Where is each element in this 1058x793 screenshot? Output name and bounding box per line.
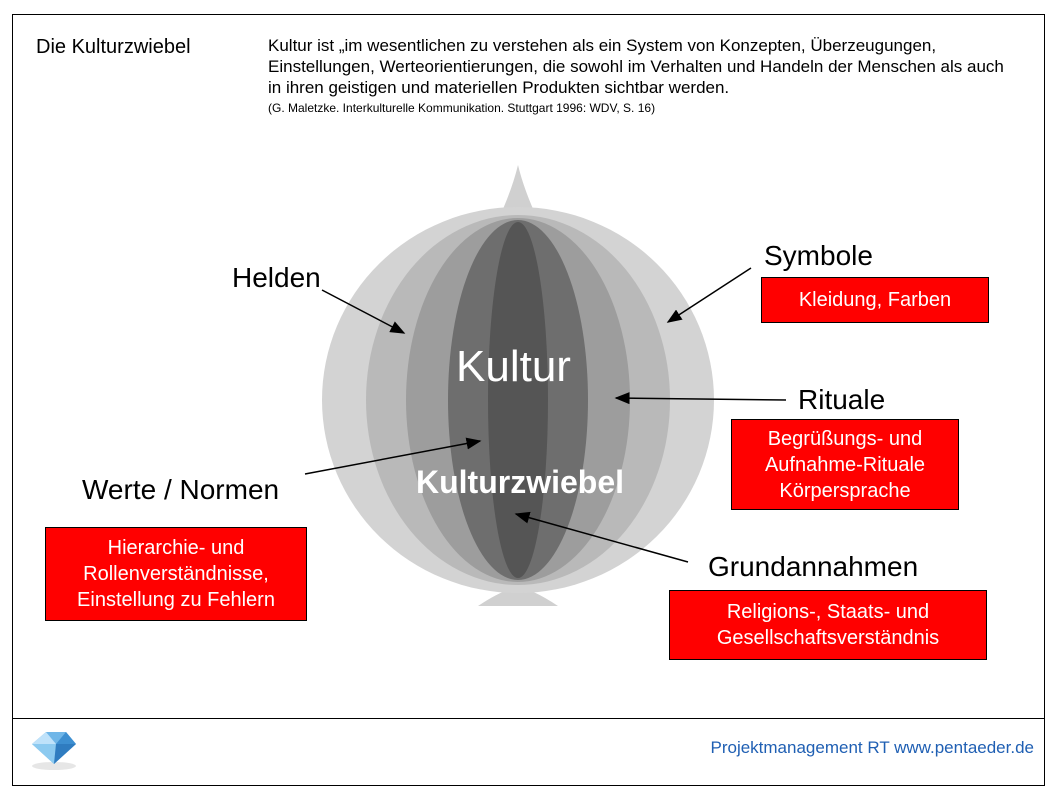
label-werte-normen: Werte / Normen [82, 474, 280, 505]
box-symbole [761, 277, 989, 323]
label-symbole: Symbole [764, 240, 873, 271]
label-helden: Helden [232, 262, 321, 293]
box-werte-line-1: Hierarchie- und [107, 537, 245, 559]
box-werte-normen [45, 527, 307, 621]
onion-center-label: Kultur [456, 342, 571, 391]
quote-source: (G. Maletzke. Interkulturelle Kommunikation. Stuttgart 1996: WDV, S. 16) [268, 101, 656, 115]
box-symbole-text: Kleidung, Farben [798, 289, 952, 311]
label-grundannahmen: Grundannahmen [708, 551, 919, 582]
definition-quote: Kultur ist „im wesentlichen zu verstehen als ein System von Konzepten, Überzeugungen, Einstellungen, Werteorientierungen, die sowohl im Verhalten und Handeln der Menschen als auch in ihren geistigen und materiellen Produkten sichtbar werden. [268, 36, 1004, 97]
box-werte-line-3: Einstellung zu Fehlern [77, 589, 275, 611]
onion-layer-core [488, 222, 548, 578]
box-rituale-line-3: Körpersprache [779, 479, 911, 502]
slide-title: Die Kulturzwiebel [36, 36, 191, 58]
box-grund-line-1: Religions-, Staats- und [726, 601, 930, 623]
box-werte-line-2: Rollenverständnisse, [83, 563, 269, 585]
box-grundannahmen [669, 590, 987, 660]
onion-bottom-label: Kulturzwiebel [416, 464, 625, 500]
box-rituale-line-1: Begrüßungs- und [767, 427, 923, 450]
pentaeder-logo-icon [26, 726, 82, 772]
footer-branding: Projektmanagement RT www.pentaeder.de [710, 738, 1034, 757]
box-rituale-line-2: Aufnahme-Rituale [764, 453, 926, 476]
box-rituale [731, 419, 959, 510]
label-rituale: Rituale [798, 384, 886, 415]
box-grund-line-2: Gesellschaftsverständnis [716, 627, 940, 649]
